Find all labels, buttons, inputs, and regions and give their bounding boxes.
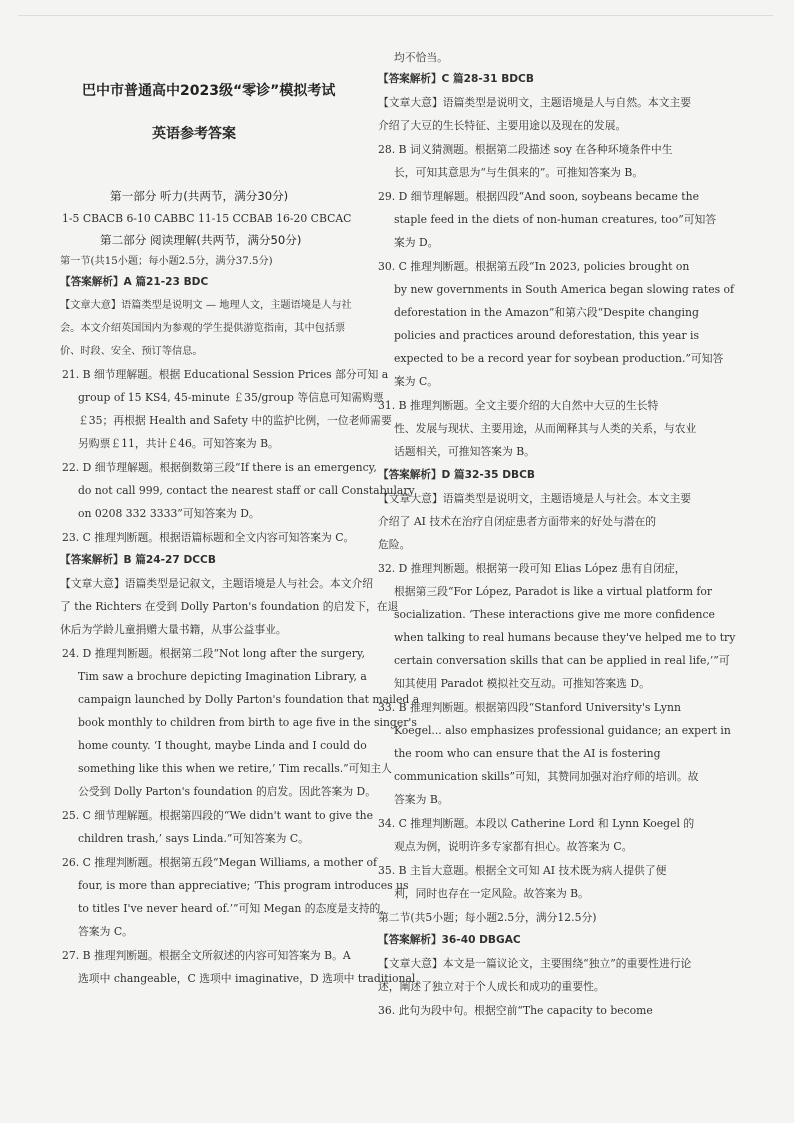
passage-e-key: 【答案解析】36-40 DBGAC	[378, 934, 521, 946]
q31-line: 话题相关，可推知答案为 B。	[394, 445, 535, 458]
q32-line: 32. D 推理判断题。根据第一段可知 Elias López 患有自闭症，	[378, 562, 686, 575]
passage-a-summary-line: 【文章大意】语篇类型是说明文 — 地理人文，主题语境是人与社	[60, 300, 352, 311]
q31-line: 31. B 推理判断题。全文主要介绍的大自然中大豆的生长特	[378, 399, 659, 412]
q34-line: 观点为例，说明许多专家都有担心。故答案为 C。	[394, 840, 633, 853]
q26-line: 答案为 C。	[78, 925, 133, 938]
passage-c-summary-line: 【文章大意】语篇类型是说明文，主题语境是人与自然。本文主要	[378, 96, 692, 109]
q24-line: 公受到 Dolly Parton's foundation 的启发。因此答案为 D。	[78, 785, 377, 798]
q32-line: socialization. ‘These interactions give me more confidence	[394, 608, 715, 621]
passage-b-summary-line: 休后为学龄儿童捐赠大量书籍，从事公益事业。	[60, 623, 287, 636]
part2-heading: 第二部分 阅读理解(共两节，满分50分)	[100, 233, 302, 247]
q29-line: 29. D 细节理解题。根据四段“And soon, soybeans became the	[378, 190, 699, 203]
q36-line: 36. 此句为段中句。根据空前“The capacity to become	[378, 1004, 653, 1017]
q30-line: policies and practices around deforestation, this year is	[394, 329, 700, 342]
passage-b-summary-line: 【文章大意】语篇类型是记叙文，主题语境是人与社会。本文介绍	[60, 577, 374, 590]
q22-line: do not call 999, contact the nearest staff or call Constabulary	[78, 484, 415, 497]
top-rule	[18, 15, 773, 16]
q33-line: 33. B 推理判断题。根据第四段“Stanford University's Lynn	[378, 701, 681, 714]
passage-c-key: 【答案解析】C 篇28-31 BDCB	[378, 73, 534, 85]
passage-d-summary-line: 介绍了 AI 技术在治疗自闭症患者方面带来的好处与潜在的	[378, 515, 657, 528]
section1-note: 第一节(共15小题；每小题2.5分，满分37.5分)	[60, 256, 273, 267]
exam-title: 巴中市普通高中2023级“零诊”模拟考试	[82, 83, 336, 99]
passage-a-key: 【答案解析】A 篇21-23 BDC	[60, 276, 209, 288]
q22-line: 22. D 细节理解题。根据倒数第三段“If there is an emergency,	[62, 461, 377, 474]
q35-line: 35. B 主旨大意题。根据全文可知 AI 技术既为病人提供了便	[378, 864, 667, 877]
q27-continuation: 均不恰当。	[394, 51, 448, 64]
q30-line: deforestation in the Amazon”和第六段“Despite changing	[394, 306, 699, 319]
q32-line: 根据第三段“For López, Paradot is like a virtual platform for	[394, 585, 713, 598]
q28-line: 28. B 词义猜测题。根据第二段描述 soy 在各种环境条件中生	[378, 143, 673, 156]
q21-line: 21. B 细节理解题。根据 Educational Session Prices 部分可知 a	[62, 368, 389, 381]
passage-d-summary-line: 【文章大意】语篇类型是说明文，主题语境是人与社会。本文主要	[378, 492, 692, 505]
q33-line: 答案为 B。	[394, 793, 449, 806]
q26-line: 26. C 推理判断题。根据第五段“Megan Williams, a mother of	[62, 856, 377, 869]
q35-line: 利，同时也存在一定风险。故答案为 B。	[394, 887, 589, 900]
q29-line: 案为 D。	[394, 236, 439, 249]
passage-e-summary-line: 【文章大意】本文是一篇议论文，主要围绕“独立”的重要性进行论	[378, 957, 692, 970]
q25-line: 25. C 细节理解题。根据第四段的“We didn't want to give the	[62, 809, 374, 822]
passage-c-summary-line: 介绍了大豆的生长特征、主要用途以及现在的发展。	[378, 119, 627, 132]
exam-subtitle: 英语参考答案	[152, 126, 236, 142]
q24-line: something like this when we retire,’ Tim recalls.”可知主人	[78, 762, 392, 775]
passage-a-summary-line: 价、时段、安全、预订等信息。	[60, 346, 203, 357]
listening-answers: 1-5 CBACB 6-10 CABBC 11-15 CCBAB 16-20 CBCAC	[62, 212, 352, 225]
q24-line: 24. D 推理判断题。根据第二段“Not long after the surgery,	[62, 647, 366, 660]
q22-line: on 0208 332 3333”可知答案为 D。	[78, 507, 260, 520]
q33-line: the room who can ensure that the AI is fostering	[394, 747, 661, 760]
passage-d-key: 【答案解析】D 篇32-35 DBCB	[378, 469, 535, 481]
q25-line: children trash,’ says Linda.”可知答案为 C。	[78, 832, 309, 845]
q30-line: by new governments in South America began slowing rates of	[394, 283, 735, 296]
q30-line: 案为 C。	[394, 375, 439, 388]
q31-line: 性、发展与现状、主要用途，从而阐释其与人类的关系，与农业	[394, 422, 697, 435]
q33-line: communication skills”可知，其赞同加强对治疗师的培训。故	[394, 770, 699, 783]
passage-b-key: 【答案解析】B 篇24-27 DCCB	[60, 554, 216, 566]
q27-line: 27. B 推理判断题。根据全文所叙述的内容可知答案为 B。A	[62, 949, 351, 962]
q27-line: 选项中 changeable，C 选项中 imaginative，D 选项中 traditional	[78, 972, 416, 985]
section2-note: 第二节(共5小题；每小题2.5分，满分12.5分)	[378, 911, 597, 924]
q32-line: 知其使用 Paradot 模拟社交互动。可推知答案选 D。	[394, 677, 650, 690]
q21-line: group of 15 KS4, 45-minute ￡35/group 等信息可知需购票	[78, 391, 384, 404]
q26-line: to titles I've never heard of.’”可知 Megan 的态度是支持的，	[78, 902, 392, 915]
q24-line: campaign launched by Dolly Parton's foundation that mailed a	[78, 693, 420, 706]
q23-line: 23. C 推理判断题。根据语篇标题和全文内容可知答案为 C。	[62, 531, 355, 544]
q32-line: when talking to real humans because they've helped me to try	[394, 631, 736, 644]
q34-line: 34. C 推理判断题。本段以 Catherine Lord 和 Lynn Koegel 的	[378, 817, 695, 830]
passage-a-summary-line: 会。本文介绍英国国内为参观的学生提供游览指南，其中包括票	[60, 323, 346, 334]
q24-line: home county. ‘I thought, maybe Linda and I could do	[78, 739, 367, 752]
part1-heading: 第一部分 听力(共两节，满分30分)	[110, 189, 289, 203]
passage-b-summary-line: 了 the Richters 在受到 Dolly Parton's foundation 的启发下，在退	[60, 600, 399, 613]
passage-e-summary-line: 述，阐述了独立对于个人成长和成功的重要性。	[378, 980, 605, 993]
q28-line: 长，可知其意思为“与生俱来的”。可推知答案为 B。	[394, 166, 644, 179]
q32-line: certain conversation skills that can be applied in real life,’”可	[394, 654, 730, 667]
q30-line: expected to be a record year for soybean production.”可知答	[394, 352, 724, 365]
q30-line: 30. C 推理判断题。根据第五段“In 2023, policies brought on	[378, 260, 690, 273]
q29-line: staple feed in the diets of non-human creatures, too”可知答	[394, 213, 717, 226]
passage-d-summary-line: 危险。	[378, 538, 411, 551]
q24-line: book monthly to children from birth to age five in the singer's	[78, 716, 417, 729]
q33-line: Koegel... also emphasizes professional guidance; an expert in	[394, 724, 731, 737]
q24-line: Tim saw a brochure depicting Imagination Library, a	[78, 670, 367, 683]
q21-line: 另购票￡11，共计￡46。可知答案为 B。	[78, 437, 279, 450]
q21-line: ￡35；再根据 Health and Safety 中的监护比例，一位老师需要	[78, 414, 392, 427]
q26-line: four, is more than appreciative; ‘This program introduces us	[78, 879, 409, 892]
